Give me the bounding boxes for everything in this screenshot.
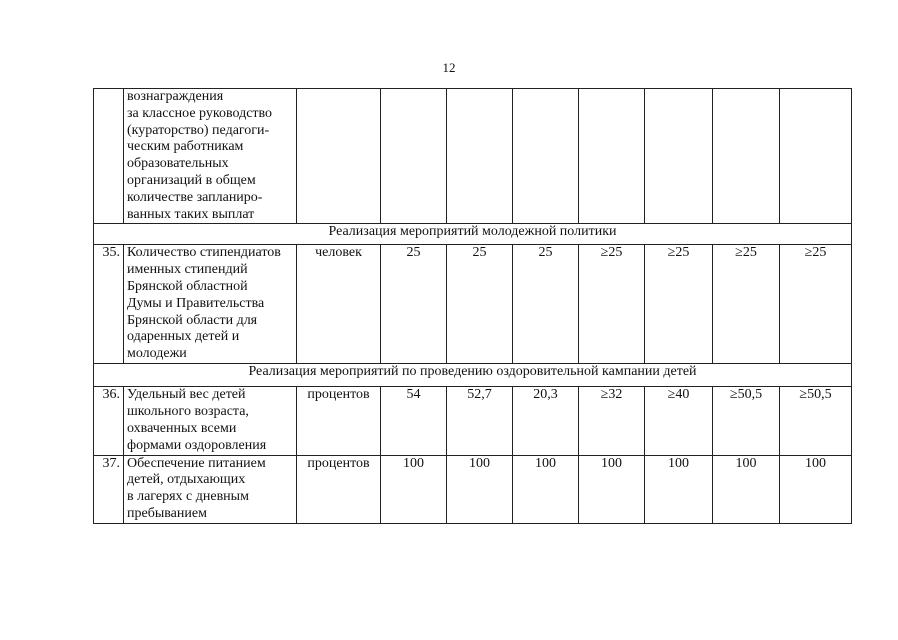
value-cell (579, 89, 645, 224)
section-title: Реализация мероприятий молодежной политики (94, 224, 852, 245)
value-cell: 100 (645, 455, 713, 523)
indicator-name-line: детей, отдыхающих (127, 472, 246, 488)
indicators-table (93, 88, 852, 524)
section-row (94, 224, 852, 245)
value-cell: 25 (381, 245, 447, 364)
indicator-name-line: Количество стипендиатов (127, 245, 281, 261)
value-cell (447, 89, 513, 224)
value-cell (713, 89, 780, 224)
indicator-name (124, 387, 297, 455)
value-cell: ≥25 (645, 245, 713, 364)
row-number: 36. (94, 387, 124, 455)
value-cell: ≥32 (579, 387, 645, 455)
indicator-name-line: образовательных (127, 156, 229, 172)
indicator-name-line: Брянской области для (127, 312, 258, 328)
table-row (94, 89, 852, 224)
table-row (94, 387, 852, 455)
value-cell (381, 89, 447, 224)
indicator-name-line: именных стипендий (127, 262, 248, 278)
page-number: 12 (442, 60, 456, 75)
value-cell (645, 89, 713, 224)
table-row (94, 245, 852, 364)
indicator-name-line: одаренных детей и (127, 329, 240, 345)
indicator-name-line: школьного возраста, (127, 404, 249, 420)
indicator-name-line: Удельный вес детей (127, 387, 246, 403)
row-number: 37. (94, 455, 124, 523)
value-cell: 20,3 (513, 387, 579, 455)
value-cell: ≥25 (713, 245, 780, 364)
indicator-name-line: организаций в общем (127, 172, 256, 188)
value-cell: ≥50,5 (713, 387, 780, 455)
value-cell: 100 (579, 455, 645, 523)
unit-cell: человек (297, 245, 381, 364)
value-cell: ≥50,5 (780, 387, 852, 455)
value-cell: 100 (780, 455, 852, 523)
value-cell: ≥25 (780, 245, 852, 364)
indicator-name-line: ванных таких выплат (127, 206, 255, 222)
indicator-name (124, 455, 297, 523)
value-cell: 100 (713, 455, 780, 523)
indicator-name-line: охваченных всеми (127, 420, 237, 436)
value-cell: 100 (513, 455, 579, 523)
indicator-name-line: количестве запланиро- (127, 189, 263, 205)
unit-cell: процентов (297, 387, 381, 455)
indicator-name (124, 89, 297, 224)
row-number (94, 89, 124, 224)
unit-cell (297, 89, 381, 224)
section-title: Реализация мероприятий по проведению оздоровительной кампании детей (94, 364, 852, 387)
indicator-name-line: за классное руководство (127, 105, 273, 121)
indicator-name-line: ческим работникам (127, 139, 244, 155)
value-cell (780, 89, 852, 224)
unit-cell: процентов (297, 455, 381, 523)
section-row (94, 364, 852, 387)
table-row (94, 455, 852, 523)
indicator-name-line: вознаграждения (127, 89, 224, 104)
value-cell: 100 (447, 455, 513, 523)
value-cell: 25 (513, 245, 579, 364)
indicator-name-line: Думы и Правительства (127, 295, 265, 311)
value-cell: 100 (381, 455, 447, 523)
indicator-name-line: молодежи (127, 346, 187, 362)
indicator-name-line: пребыванием (127, 505, 207, 521)
value-cell: 25 (447, 245, 513, 364)
indicator-name-line: Обеспечение питанием (127, 455, 266, 471)
value-cell: ≥40 (645, 387, 713, 455)
value-cell: 52,7 (447, 387, 513, 455)
indicator-name (124, 245, 297, 364)
value-cell: ≥25 (579, 245, 645, 364)
indicator-name-line: Брянской областной (127, 278, 248, 294)
value-cell: 54 (381, 387, 447, 455)
indicator-name-line: в лагерях с дневным (127, 489, 249, 505)
indicator-name-line: (кураторство) педагоги- (127, 122, 270, 138)
indicator-name-line: формами оздоровления (127, 437, 267, 453)
value-cell (513, 89, 579, 224)
row-number: 35. (94, 245, 124, 364)
